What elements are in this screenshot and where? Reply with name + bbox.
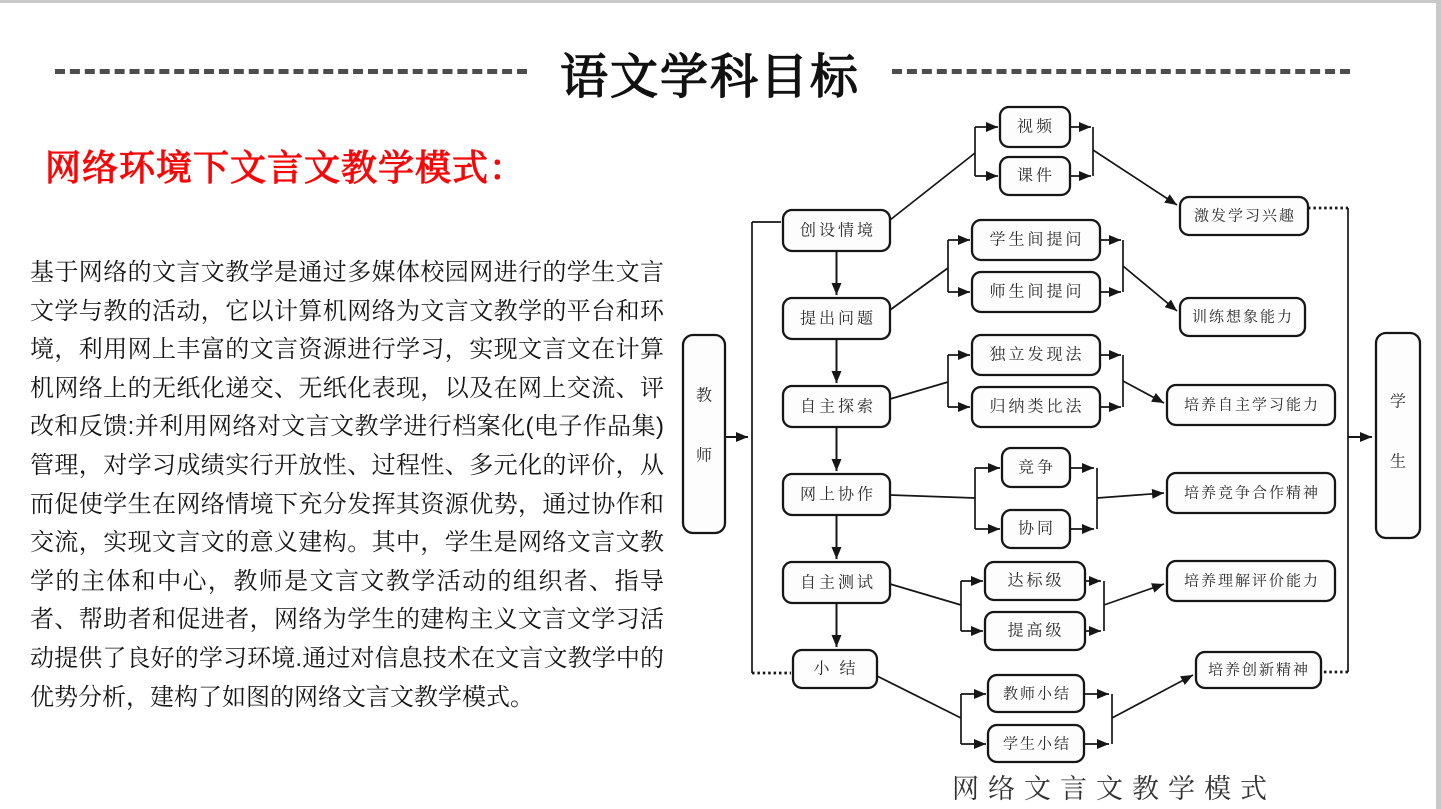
node-teacher-summary [988, 675, 1084, 712]
method-label: 教师小结 [1002, 686, 1072, 703]
node-create-situation [783, 210, 890, 251]
node-independent-discovery [972, 335, 1100, 375]
stage-label: 创设情境 [799, 222, 877, 240]
node-competition-cooperation-spirit [1167, 473, 1335, 513]
node-courseware [1000, 157, 1070, 195]
outcome-label: 训练想象能力 [1191, 309, 1295, 326]
method-label: 独立发现法 [989, 346, 1085, 364]
body-paragraph: 基于网络的文言文教学是通过多媒体校园网进行的学生文言文学与教的活动，它以计算机网络为文言文教学的平台和环境，利用网上丰富的文言资源进行学习，实现文言文在计算机网络上的无纸化递交、无纸化表现，以及在网上交流、评改和反馈:并利用网络对文言文教学进行档案化(电子作品集)管理，对学习成绩实行开放性、过程性、多元化的评价，从而促使学生在网络情境下充分发挥其资源优势，通过协作和交流，实现文言文的意义建构。其中，学生是网络文言文教学的主体和中心，教师是文言文教学活动的组织者、指导者、帮助者和促进者，网络为学生的建构主义文言文学习活动提供了良好的学习环境.通过对信息技术在文言文教学中的优势分析，建构了如图的网络文言文教学模式。 [30, 259, 664, 711]
teacher-char-1: 教 [695, 387, 713, 405]
method-label: 归纳类比法 [989, 398, 1085, 416]
method-label: 达标级 [1007, 572, 1065, 590]
method-label: 视频 [1016, 118, 1056, 136]
node-raise-questions [783, 298, 890, 339]
stage-label: 提出问题 [799, 310, 877, 328]
stage-label: 小 结 [813, 660, 859, 678]
method-label: 协同 [1017, 520, 1057, 538]
outcome-label: 培养创新精神 [1207, 662, 1311, 679]
method-label: 课件 [1016, 167, 1056, 185]
diagram-caption: 网络文言文教学模式 [952, 774, 1276, 804]
node-induction-analogy [972, 387, 1100, 427]
outcome-label: 培养理解评价能力 [1183, 573, 1321, 590]
node-understanding-evaluation-ability [1167, 561, 1335, 601]
stage-label: 自主探索 [799, 398, 877, 416]
outcome-label: 培养竞争合作精神 [1183, 485, 1321, 502]
node-student-questions [972, 220, 1100, 260]
node-standard-level [985, 562, 1085, 600]
student-char-2: 生 [1389, 453, 1407, 471]
method-label: 学生小结 [1002, 736, 1072, 753]
node-self-learning-ability [1167, 385, 1335, 425]
node-innovation-spirit [1196, 652, 1321, 688]
node-self-exploration [783, 386, 890, 427]
slide-title: 语文学科目标 [559, 51, 860, 104]
node-train-imagination [1180, 298, 1305, 336]
method-label: 竞争 [1017, 459, 1057, 477]
stage-label: 网上协作 [799, 486, 877, 504]
student-char-1: 学 [1389, 393, 1407, 411]
outcome-label: 培养自主学习能力 [1183, 397, 1321, 414]
node-advanced-level [985, 612, 1085, 650]
outcome-label: 激发学习兴趣 [1193, 208, 1297, 225]
node-student-summary [988, 725, 1084, 762]
node-self-test [783, 562, 890, 603]
node-video [1000, 107, 1070, 147]
method-label: 提高级 [1007, 622, 1065, 640]
node-teacher-student-questions [972, 272, 1100, 312]
stage-label: 自主测试 [799, 574, 877, 592]
node-summary [793, 650, 877, 688]
node-stimulate-interest [1180, 197, 1308, 235]
method-label: 学生间提问 [989, 231, 1085, 249]
node-online-collaboration [783, 474, 890, 515]
node-competition [1002, 448, 1070, 487]
method-label: 师生间提问 [989, 283, 1085, 301]
node-teacher [683, 335, 725, 533]
node-cooperation [1002, 510, 1070, 548]
node-student [1376, 333, 1420, 538]
section-heading: 网络环境下文言文教学模式： [45, 147, 527, 188]
teacher-char-2: 师 [695, 447, 713, 465]
